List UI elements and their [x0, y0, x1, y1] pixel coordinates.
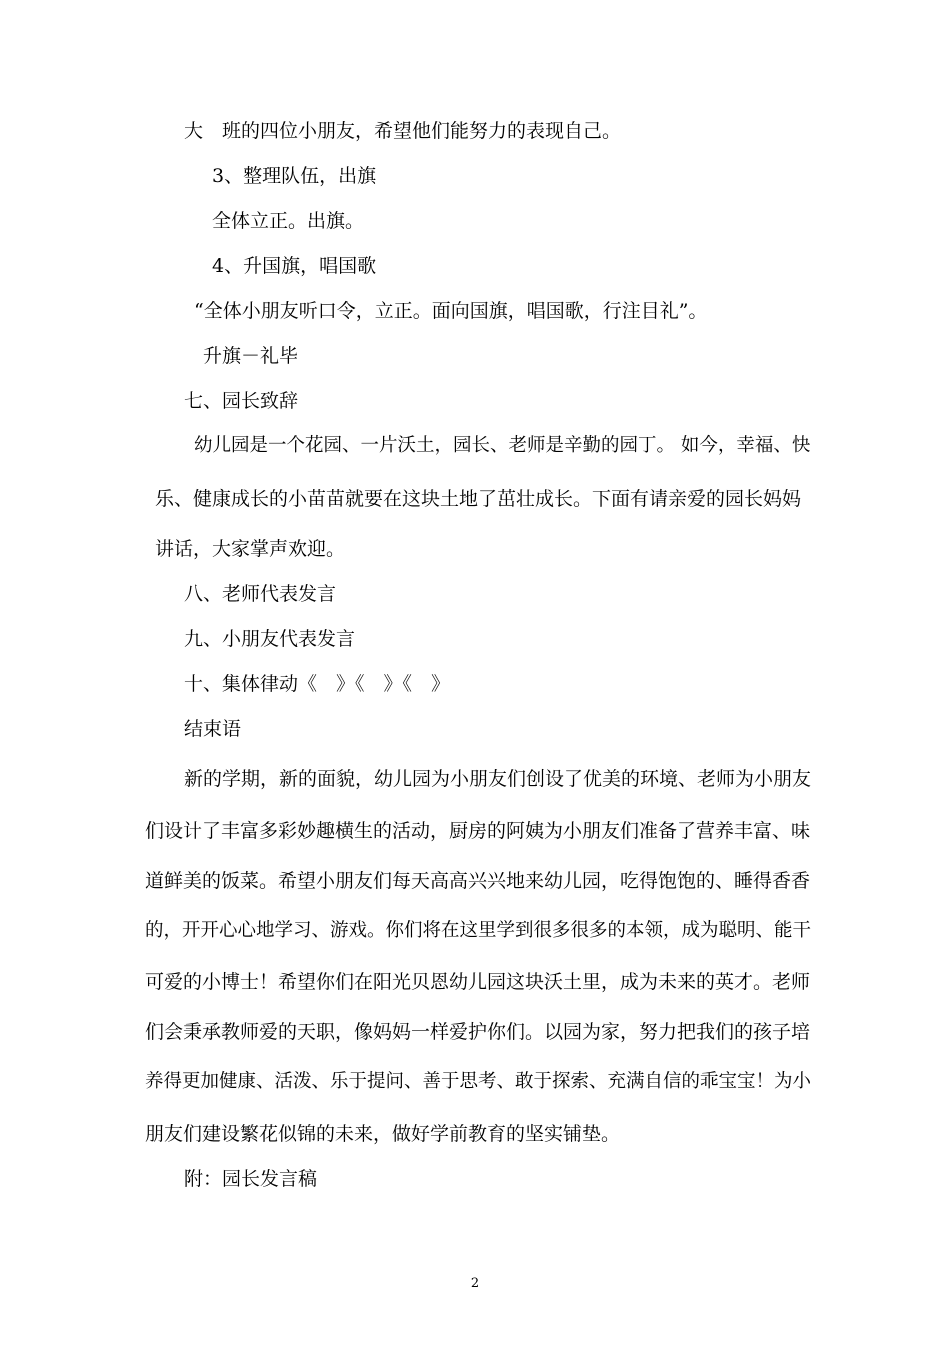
text-line: 4、升国旗，唱国歌	[212, 255, 377, 277]
text-line: 可爱的小博士！希望你们在阳光贝恩幼儿园这块沃土里，成为未来的英才。老师	[145, 971, 811, 993]
text-line: 乐、健康成长的小苗苗就要在这块土地了茁壮成长。下面有请亲爱的园长妈妈	[155, 488, 802, 510]
section-heading: 附：园长发言稿	[184, 1168, 318, 1190]
text-line: “全体小朋友听口令，立正。面向国旗，唱国歌，行注目礼”。	[194, 300, 708, 322]
text-line: 讲话，大家掌声欢迎。	[155, 538, 346, 560]
section-heading: 十、集体律动《 》《 》《 》	[184, 673, 451, 695]
text-line: 3、整理队伍，出旗	[212, 165, 377, 187]
text-line: 升旗－礼毕	[203, 345, 299, 367]
text-line: 们会秉承教师爱的天职，像妈妈一样爱护你们。以园为家，努力把我们的孩子培	[145, 1021, 811, 1043]
text-line: 全体立正。出旗。	[212, 210, 365, 232]
text-line: 的，开开心心地学习、游戏。你们将在这里学到很多很多的本领，成为聪明、能干	[145, 920, 812, 941]
section-heading: 结束语	[184, 718, 242, 740]
text-line: 养得更加健康、活泼、乐于提问、善于思考、敢于探索、充满自信的乖宝宝！为小	[145, 1071, 812, 1092]
text-line: 大 班的四位小朋友，希望他们能努力的表现自己。	[184, 120, 622, 142]
page-number: 2	[470, 1276, 480, 1291]
text-line: 新的学期，新的面貌，幼儿园为小朋友们创设了优美的环境、老师为小朋友	[184, 768, 812, 790]
text-line: 们设计了丰富多彩妙趣横生的活动，厨房的阿姨为小朋友们准备了营养丰富、味	[145, 820, 811, 842]
text-line: 幼儿园是一个花园、一片沃土，园长、老师是辛勤的园丁。 如今，幸福、快	[194, 435, 811, 456]
section-heading: 九、小朋友代表发言	[184, 628, 356, 650]
section-heading: 七、园长致辞	[184, 390, 299, 412]
text-line: 道鲜美的饭菜。希望小朋友们每天高高兴兴地来幼儿园，吃得饱饱的、睡得香香	[145, 870, 811, 892]
text-line: 朋友们建设繁花似锦的未来，做好学前教育的坚实铺垫。	[145, 1123, 621, 1145]
section-heading: 八、老师代表发言	[184, 583, 337, 605]
